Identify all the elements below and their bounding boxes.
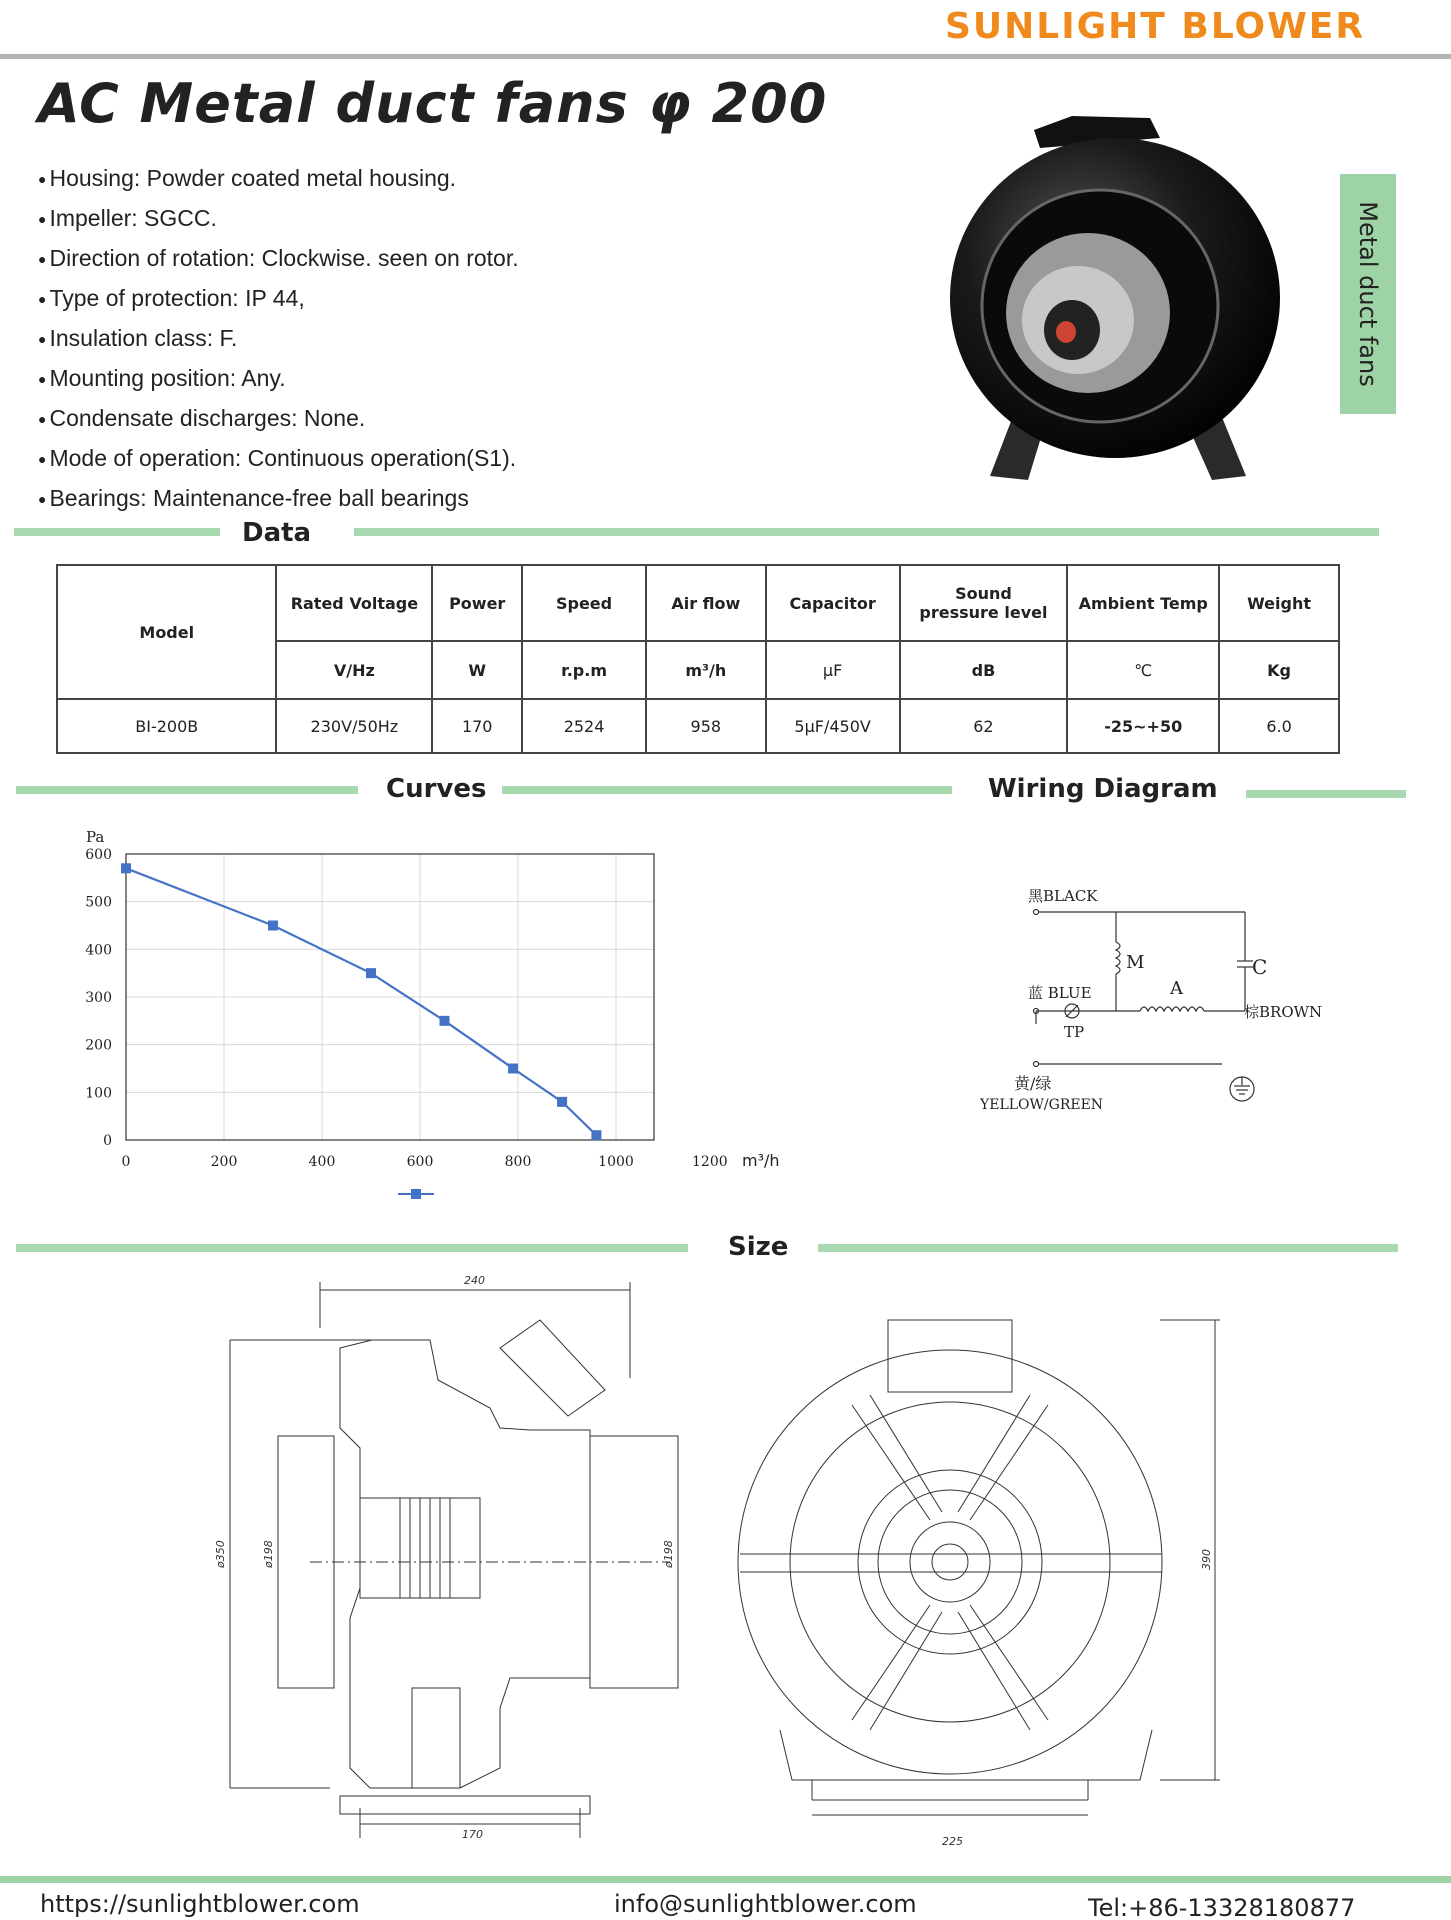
performance-curve-chart: [60, 816, 800, 1206]
y-axis-label: Pa: [86, 828, 105, 846]
wire-label-blue: 蓝 BLUE: [1028, 984, 1092, 1002]
data-point: [508, 1064, 518, 1074]
legend-marker: [411, 1189, 421, 1199]
feature-list: [38, 158, 519, 518]
unit-cell: dB: [900, 641, 1068, 699]
front-view-drawing: [720, 1300, 1240, 1860]
x-tick-label: 800: [504, 1154, 532, 1170]
unit-cell: r.p.m: [522, 641, 646, 699]
header-cell: Capacitor: [766, 565, 900, 641]
header-cell: Air flow: [646, 565, 766, 641]
data-cell: 170: [432, 699, 522, 753]
dim-width-240: 240: [464, 1274, 485, 1287]
wire-label-yellow-green: YELLOW/GREEN: [980, 1097, 1104, 1113]
feature-item: ● Bearings: Maintenance-free ball bearings: [38, 478, 519, 518]
footer-website-link[interactable]: https://sunlightblower.com: [40, 1890, 360, 1918]
section-divider: [14, 528, 220, 536]
data-cell: BI-200B: [57, 699, 276, 753]
x-tick-label: 600: [406, 1154, 434, 1170]
feature-item: ● Mode of operation: Continuous operation(S1).: [38, 438, 519, 478]
unit-cell: V/Hz: [276, 641, 432, 699]
footer-divider: [0, 1876, 1451, 1883]
footer-email-link[interactable]: info@sunlightblower.com: [614, 1890, 917, 1918]
dim-outlet-198: ø198: [662, 1540, 675, 1568]
header-cell: Ambient Temp: [1067, 565, 1219, 641]
header-cell: Weight: [1219, 565, 1339, 641]
dim-height-390: 390: [1200, 1549, 1213, 1570]
data-cell: 6.0: [1219, 699, 1339, 753]
y-tick-label: 100: [85, 1085, 112, 1102]
dim-inlet-198: ø198: [262, 1540, 275, 1568]
x-tick-label: 400: [308, 1154, 336, 1170]
section-divider: [1246, 790, 1406, 798]
unit-cell: W: [432, 641, 522, 699]
data-point: [591, 1130, 601, 1140]
circuit-lines: [1034, 910, 1255, 1102]
x-tick-label: 200: [210, 1154, 238, 1170]
wire-label-black: 黑BLACK: [1028, 887, 1098, 905]
header-cell: Power: [432, 565, 522, 641]
y-tick-label: 600: [85, 847, 112, 863]
feature-item: ● Housing: Powder coated metal housing.: [38, 158, 519, 198]
section-divider: [16, 786, 358, 794]
product-photo: [950, 108, 1280, 480]
data-cell: -25~+50: [1067, 699, 1219, 753]
header-cell: Sound pressure level: [900, 565, 1068, 641]
feature-item: ● Condensate discharges: None.: [38, 398, 519, 438]
data-point: [268, 921, 278, 931]
brand-logo: SUNLIGHT BLOWER: [945, 6, 1366, 47]
motor-label: M: [1126, 952, 1145, 973]
x-axis-label: m³/h: [742, 1151, 780, 1170]
x-tick-label: 0: [121, 1154, 131, 1170]
unit-cell: m³/h: [646, 641, 766, 699]
data-point: [440, 1016, 450, 1026]
section-divider: [502, 786, 952, 794]
data-point: [557, 1097, 567, 1107]
model-header: Model: [57, 565, 276, 699]
y-tick-label: 500: [85, 894, 112, 911]
section-divider: [354, 528, 1379, 536]
unit-cell: ℃: [1067, 641, 1219, 699]
data-point: [366, 968, 376, 978]
y-tick-label: 0: [103, 1133, 112, 1149]
side-view-drawing: [200, 1268, 700, 1848]
data-cell: 230V/50Hz: [276, 699, 432, 753]
section-divider: [16, 1244, 688, 1252]
x-tick-label: 1200: [692, 1154, 728, 1170]
spec-table: [56, 564, 1340, 754]
data-cell: 2524: [522, 699, 646, 753]
aux-winding-label: A: [1170, 978, 1183, 999]
side-tab: Metal duct fans: [1340, 174, 1396, 414]
dim-base-225: 225: [942, 1835, 963, 1848]
wire-label-tp: TP: [1064, 1023, 1085, 1041]
wiring-diagram: [980, 876, 1340, 1116]
header-cell: Speed: [522, 565, 646, 641]
y-tick-label: 400: [85, 942, 112, 959]
unit-cell: μF: [766, 641, 900, 699]
feature-item: ● Direction of rotation: Clockwise. seen on rotor.: [38, 238, 519, 278]
data-cell: 5μF/450V: [766, 699, 900, 753]
feature-item: ● Insulation class: F.: [38, 318, 519, 358]
section-title-size: Size: [728, 1232, 789, 1262]
feature-item: ● Type of protection: IP 44,: [38, 278, 519, 318]
section-title-wiring: Wiring Diagram: [988, 774, 1218, 804]
dim-base-170: 170: [462, 1828, 483, 1841]
data-point: [121, 863, 131, 873]
series-line: [126, 868, 596, 1135]
feature-item: ● Impeller: SGCC.: [38, 198, 519, 238]
wire-label-brown: 棕BROWN: [1244, 1003, 1323, 1021]
section-title-curves: Curves: [386, 774, 487, 804]
y-tick-label: 300: [85, 990, 112, 1006]
footer-phone: Tel:+86-13328180877: [1088, 1894, 1356, 1920]
unit-cell: Kg: [1219, 641, 1339, 699]
dim-diameter-350: ø350: [214, 1540, 227, 1568]
feature-item: ● Mounting position: Any.: [38, 358, 519, 398]
section-title-data: Data: [242, 518, 312, 548]
page-title: AC Metal duct fans φ 200: [38, 72, 828, 135]
x-tick-label: 1000: [598, 1154, 634, 1170]
y-tick-label: 200: [85, 1037, 112, 1054]
header-cell: Rated Voltage: [276, 565, 432, 641]
header-divider: [0, 54, 1451, 59]
data-cell: 958: [646, 699, 766, 753]
data-cell: 62: [900, 699, 1068, 753]
capacitor-label: C: [1252, 955, 1268, 979]
section-divider: [818, 1244, 1398, 1252]
wire-label-yellow-green-cn: 黄/绿: [1014, 1074, 1052, 1093]
